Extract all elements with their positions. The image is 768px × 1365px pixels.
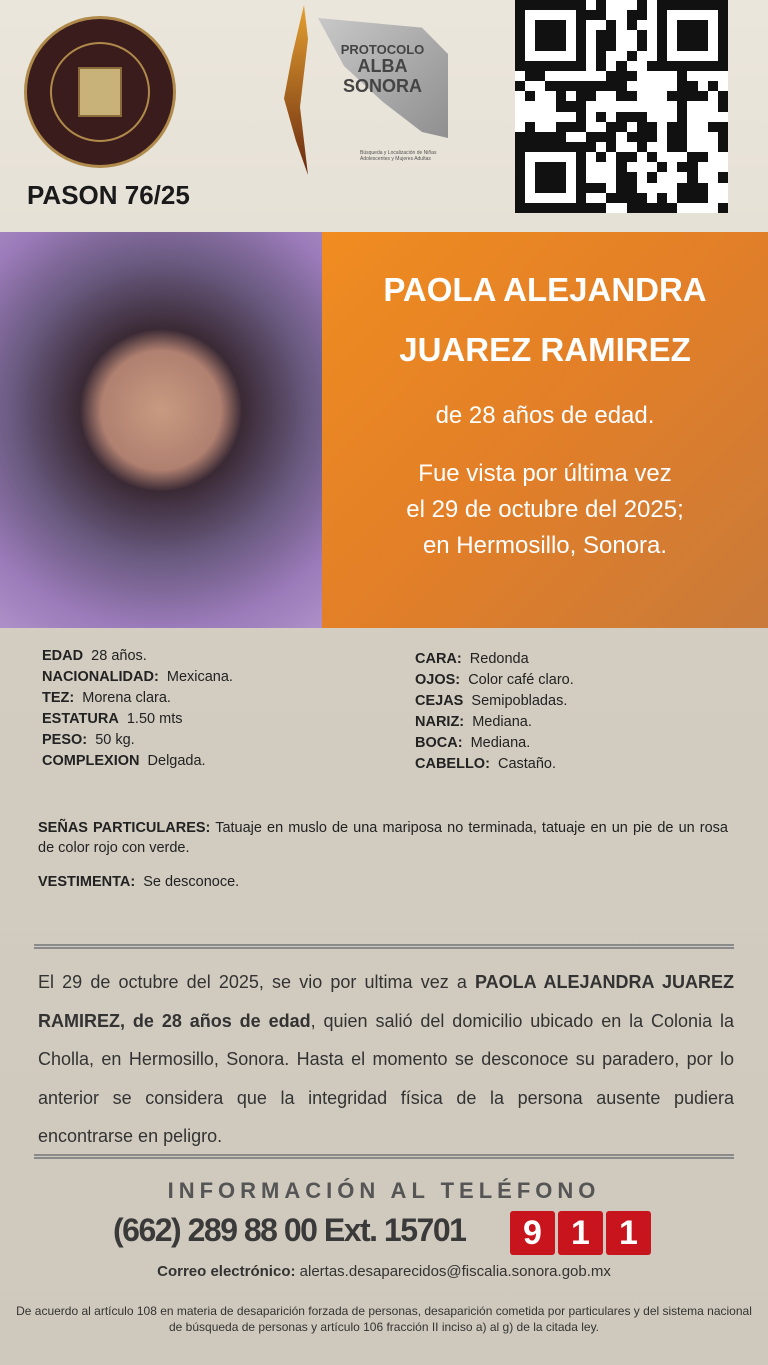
phone-number[interactable]: (662) 289 88 00 Ext. 15701 — [113, 1212, 466, 1248]
detail-label: NACIONALIDAD: — [42, 669, 159, 685]
detail-row — [415, 691, 574, 712]
detail-label: TEZ: — [42, 690, 75, 706]
details-left — [42, 646, 233, 772]
detail-label: CARA: — [415, 651, 462, 667]
detail-value: Redonda — [469, 651, 529, 667]
senas-label: SEÑAS PARTICULARES: — [38, 820, 211, 836]
seen-line3: en Hermosillo, Sonora. — [422, 532, 668, 559]
protocolo-alba-logo — [270, 0, 480, 180]
detail-value: 50 kg. — [95, 732, 135, 748]
detail-label: BOCA: — [415, 735, 463, 751]
senas-value: Tatuaje en muslo de una mariposa no terminada, tatuaje en un pie de un rosa de color rojo con verde. — [38, 820, 728, 856]
vestimenta-label: VESTIMENTA: — [38, 874, 136, 890]
alba-subtitle: Búsqueda y Localización de Niñas Adolescentes y Mujeres Adultas — [360, 150, 437, 162]
detail-label: NARIZ: — [415, 714, 465, 730]
detail-value: 1.50 mts — [126, 711, 183, 727]
detail-label: COMPLEXION — [42, 753, 140, 769]
missing-person-photo — [0, 232, 322, 628]
detail-label: ESTATURA — [42, 711, 119, 727]
divider — [34, 944, 734, 949]
distinguishing-marks — [38, 818, 728, 858]
digit: 1 — [558, 1211, 603, 1255]
clothing — [38, 874, 239, 890]
detail-value: Morena clara. — [82, 690, 171, 706]
seen-line1: Fue vista por última vez — [418, 460, 672, 487]
detail-row — [415, 733, 574, 754]
detail-value: Mediana. — [470, 735, 531, 751]
detail-row — [42, 709, 233, 730]
detail-row — [415, 712, 574, 733]
detail-row — [42, 730, 233, 751]
narrative-part2: , quien salió del domicilio ubicado en la Colonia la Cholla, en Hermosillo, Sonora. Hasta el momento se desconoce su paradero, por lo anterior se considera que la integridad física de la persona ausente pudiera encontrarse en peligro. — [38, 1010, 734, 1146]
detail-label: PESO: — [42, 732, 88, 748]
digit: 9 — [510, 1211, 555, 1255]
detail-row — [415, 649, 574, 670]
details-right — [415, 649, 574, 775]
detail-value: Mediana. — [472, 714, 532, 730]
digit: 1 — [606, 1211, 651, 1255]
email-link[interactable]: alertas.desaparecidos@fiscalia.sonora.gob.mx — [299, 1263, 611, 1280]
divider — [34, 1154, 734, 1159]
detail-value: Mexicana. — [166, 669, 233, 685]
info-heading: INFORMACIÓN AL TELÉFONO — [167, 1178, 601, 1203]
detail-row — [42, 646, 233, 667]
seen-line2: el 29 de octubre del 2025; — [406, 496, 684, 523]
email-label: Correo electrónico: — [157, 1263, 296, 1280]
detail-label: CABELLO: — [415, 756, 490, 772]
alba-line1: PROTOCOLO — [340, 42, 425, 57]
detail-row — [42, 688, 233, 709]
detail-value: Delgada. — [147, 753, 206, 769]
detail-label: EDAD — [42, 648, 84, 664]
age-text: de 28 años de edad. — [435, 402, 655, 429]
alba-line2: ALBA — [357, 56, 408, 76]
detail-row — [415, 754, 574, 775]
qr-code[interactable] — [515, 0, 728, 213]
name-line1: PAOLA ALEJANDRA — [383, 271, 707, 308]
narrative-bold: PAOLA ALEJANDRA JUAREZ RAMIREZ, de 28 años de edad — [38, 972, 734, 1031]
detail-value: Castaño. — [497, 756, 557, 772]
detail-row — [42, 667, 233, 688]
narrative-part1: El 29 de octubre del 2025, se vio por ultima vez a — [38, 972, 476, 992]
detail-value: Color café claro. — [468, 672, 574, 688]
detail-row — [42, 751, 233, 772]
legal-note: De acuerdo al artículo 108 en materia de desaparición forzada de personas, desaparición cometida por particulares y del sistema nacional de búsqueda de personas y artículo 106 fracción II inciso a) al g) de la citada ley. — [16, 1304, 752, 1334]
alba-line3: SONORA — [342, 76, 422, 96]
detail-value: 28 años. — [91, 648, 147, 664]
name-line2: JUAREZ RAMIREZ — [399, 331, 691, 368]
detail-value: Semipobladas. — [471, 693, 568, 709]
name-banner — [322, 232, 768, 628]
detail-row — [415, 670, 574, 691]
email-line — [0, 1263, 768, 1280]
vestimenta-value: Se desconoce. — [143, 874, 240, 890]
detail-label: CEJAS — [415, 693, 464, 709]
case-id: PASON 76/25 — [27, 180, 190, 210]
narrative-paragraph — [38, 963, 734, 1156]
fiscalia-seal-logo — [24, 16, 176, 168]
emergency-911[interactable] — [510, 1211, 651, 1255]
coat-of-arms-icon — [78, 67, 122, 117]
detail-label: OJOS: — [415, 672, 461, 688]
